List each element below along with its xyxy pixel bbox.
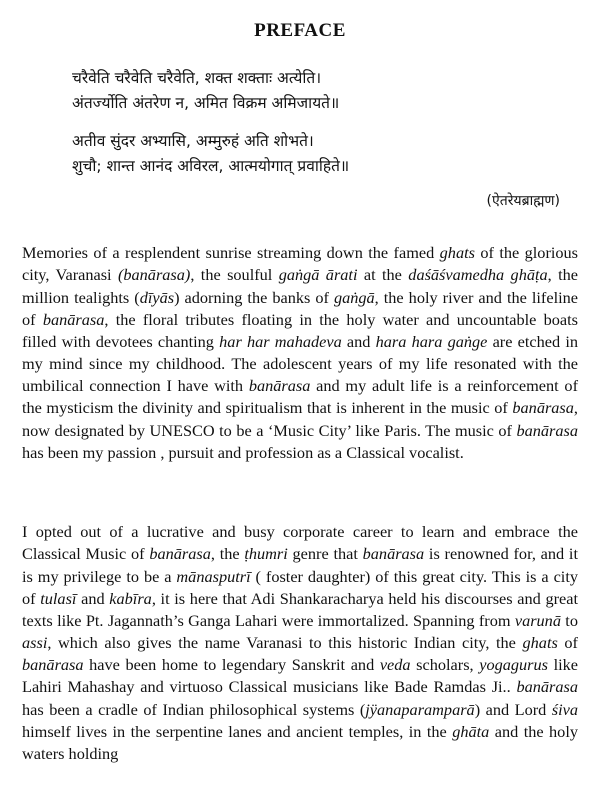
italic-term: har har mahadeva [219, 331, 342, 351]
italic-term: ghats [439, 243, 475, 263]
italic-term: banārasa [516, 677, 578, 697]
italic-term: banārasa [248, 376, 311, 396]
text-run: , the floral tributes floating in the holy water and uncountable boats filled with devotees chanting [22, 309, 578, 351]
italic-term: banārasa [42, 309, 105, 329]
text-run: to [560, 610, 578, 630]
italic-term: banārasa [516, 420, 578, 440]
text-run: and [76, 588, 110, 608]
italic-term: gaṅgā ārati [278, 265, 358, 285]
italic-term: banārasa [512, 398, 574, 418]
text-run: at the [357, 265, 409, 285]
italic-term: jÿanaparamparā [365, 699, 475, 719]
text-run: ) adorning the banks of [174, 287, 334, 307]
text-run: ( foster daughter) of this great city. This is a city of [22, 566, 578, 608]
italic-term: veda [379, 655, 411, 675]
italic-term: gaṅgā [333, 287, 375, 307]
italic-term: varunā [514, 610, 561, 630]
paragraph [22, 242, 578, 464]
text-run: is renowned for, and it is my privilege to be a [22, 544, 578, 586]
italic-term: banārasa [149, 544, 211, 564]
text-run: of the glorious city, Varanasi [22, 243, 579, 285]
italic-term: ghats [522, 633, 558, 653]
text-run: I opted out of a lucrative and busy corporate career to learn and embrace the Classical Music of [22, 522, 578, 564]
text-run: like Lahiri Mahashay and virtuoso Classical musicians like Bade Ramdas Ji.. [22, 655, 578, 697]
italic-term: banārasa [22, 655, 84, 675]
text-run: , the [210, 544, 245, 564]
text-run: and my adult life is a reinforcement of the mysticism the divinity and spiritualism that is inherent in the music of [22, 376, 578, 418]
italic-term: mānasputrī [176, 566, 251, 586]
italic-term: yogagurus [479, 655, 548, 675]
text-run: , it is here that Adi Shankaracharya held his discourses and great texts like Pt. Jagannath’s Ganga Lahari were immortalized. Spanning from [22, 588, 578, 630]
text-run: have been home to legendary Sanskrit and [83, 655, 380, 675]
verse-stanza-2 [72, 129, 572, 179]
text-run: and [341, 331, 376, 351]
italic-term: banārasa [362, 544, 425, 564]
italic-term: assi [22, 633, 48, 653]
text-run: , the soulful [190, 265, 279, 285]
italic-term: daśāśvamedha ghāṭa [408, 265, 548, 285]
page-title: PREFACE [254, 20, 346, 41]
italic-term: dīyās [139, 287, 175, 307]
text-run: , now designated by UNESCO to be a ‘Music City’ like Paris. The music of [22, 398, 578, 440]
text-run: himself lives in the serpentine lanes and ancient temples, in the [22, 721, 453, 741]
text-run: scholars, [410, 655, 480, 675]
text-run: , the holy river and the lifeline of [22, 287, 578, 329]
italic-term: kabīra [109, 588, 152, 608]
text-run: are etched in my mind since my childhood. The adolescent years of my life resonated with the umbilical connection I have with [22, 331, 578, 396]
text-run: and the holy waters holding [22, 721, 578, 763]
verse-line: शुचौ; शान्त आनंद अविरल, आत्मयोगात् प्रवाहिते॥ [72, 157, 350, 175]
text-run: has been my passion , pursuit and profession as a Classical vocalist. [22, 442, 464, 462]
verse-line: अंतर्ज्योति अंतरेण न, अमित विक्रम अमिजायते॥ [72, 94, 340, 112]
verse-line: चरैवेति चरैवेति चरैवेति, शक्त शक्ताः अत्येति। [72, 69, 322, 87]
text-run: ) and Lord [474, 699, 552, 719]
italic-term: hara hara gaṅge [375, 331, 488, 351]
text-run: of [557, 633, 578, 653]
italic-term: (banārasa) [117, 265, 191, 285]
text-run: has been a cradle of Indian philosophical systems ( [22, 699, 366, 719]
text-run: genre that [287, 544, 363, 564]
verse-source: (ऐतरेयब्राह्मण) [486, 193, 560, 209]
italic-term: ṭhumri [244, 544, 288, 564]
italic-term: śiva [551, 699, 578, 719]
text-run: Memories of a resplendent sunrise streaming down the famed [22, 243, 440, 263]
verse-line: अतीव सुंदर अभ्यासि, अम्मुरुहं अति शोभते। [72, 132, 314, 150]
verse-stanza-1 [72, 66, 572, 116]
italic-term: tulasī [40, 588, 77, 608]
text-run: , the million tealights ( [22, 265, 579, 307]
text-run: , which also gives the name Varanasi to this historic Indian city, the [47, 633, 523, 653]
italic-term: ghāta [452, 721, 490, 741]
paragraph [22, 521, 578, 765]
